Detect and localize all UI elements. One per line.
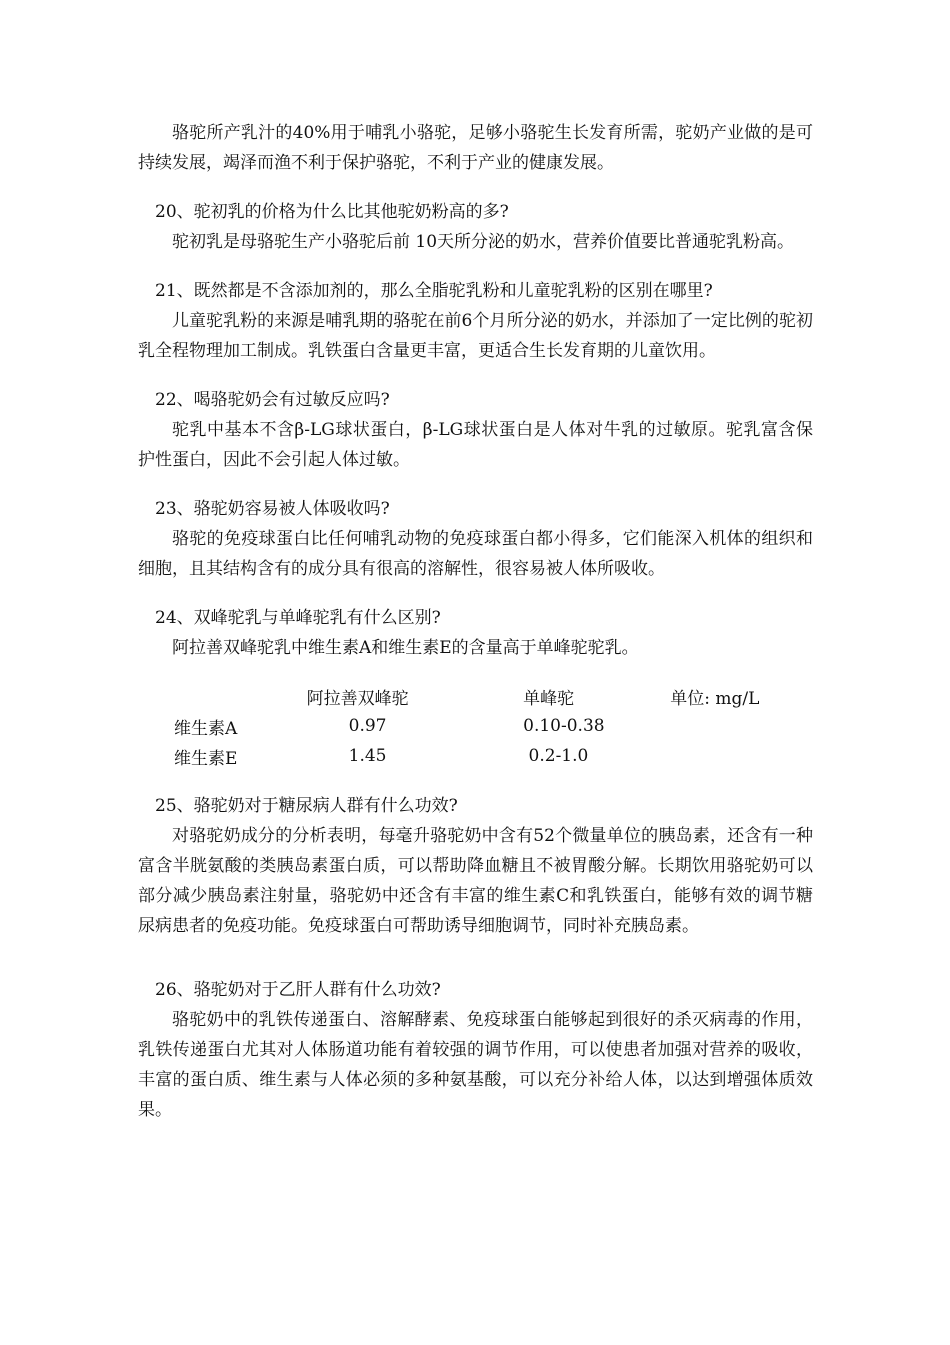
answer-paragraph: 骆驼的免疫球蛋白比任何哺乳动物的免疫球蛋白都小得多，它们能深入机体的组织和细胞，且其结构含有的成分具有很高的溶解性，很容易被人体所吸收。 [138,529,813,579]
answer-paragraph: 骆驼奶中的乳铁传递蛋白、溶解酵素、免疫球蛋白能够起到很好的杀灭病毒的作用，乳铁传递蛋白尤其对人体肠道功能有着较强的调节作用，可以使患者加强对营养的吸收，丰富的蛋白质、维生素与人体必须的多种氨基酸，可以充分补给人体，以达到增强体质效果。 [138,1010,813,1120]
question-heading: 23、骆驼奶容易被人体吸收吗? [155,499,390,519]
answer-paragraph: 阿拉善双峰驼乳中维生素A和维生素E的含量高于单峰驼驼乳。 [172,638,639,658]
answer-paragraph: 驼初乳是母骆驼生产小骆驼后前 10天所分泌的奶水，营养价值要比普通驼乳粉高。 [172,232,795,252]
answer-paragraph: 驼乳中基本不含β-LG球状蛋白，β-LG球状蛋白是人体对牛乳的过敏原。驼乳富含保护性蛋白，因此不会引起人体过敏。 [138,420,813,470]
section-24 [138,603,813,771]
question-heading: 26、骆驼奶对于乙肝人群有什么功效? [155,980,441,1000]
section-20 [138,197,813,257]
question-heading: 22、喝骆驼奶会有过敏反应吗? [155,390,390,410]
table-header-cell: 单位: mg/L [670,688,760,709]
table-row [138,711,813,741]
table-cell: 0.10-0.38 [523,716,605,736]
question-heading: 25、骆驼奶对于糖尿病人群有什么功效? [155,796,458,816]
table-cell: 1.45 [348,746,387,766]
section-25 [138,791,813,941]
section-22 [138,385,813,475]
vitamin-table [138,681,813,771]
table-row [138,741,813,771]
table-header-cell [138,681,307,711]
section-26 [138,975,813,1125]
question-heading: 21、既然都是不含添加剂的，那么全脂驼乳粉和儿童驼乳粉的区别在哪里? [155,281,713,301]
table-cell: 0.2-1.0 [523,746,589,766]
question-heading: 24、双峰驼乳与单峰驼乳有什么区别? [155,608,441,628]
table-header-cell: 阿拉善双峰驼 [306,688,409,709]
document-page [138,118,813,1125]
question-heading: 20、驼初乳的价格为什么比其他驼奶粉高的多? [155,202,509,222]
answer-paragraph: 对骆驼奶成分的分析表明，每毫升骆驼奶中含有52个微量单位的胰岛素，还含有一种富含半胱氨酸的类胰岛素蛋白质，可以帮助降血糖且不被胃酸分解。长期饮用骆驼奶可以部分减少胰岛素注射量，骆驼奶中还含有丰富的维生素C和乳铁蛋白，能够有效的调节糖尿病患者的免疫功能。免疫球蛋白可帮助诱导细胞调节，同时补充胰岛素。 [138,826,813,936]
intro-paragraph: 骆驼所产乳汁的40%用于哺乳小骆驼，足够小骆驼生长发育所需，驼奶产业做的是可持续发展，竭泽而渔不利于保护骆驼，不利于产业的健康发展。 [138,123,813,173]
answer-paragraph: 儿童驼乳粉的来源是哺乳期的骆驼在前6个月所分泌的奶水，并添加了一定比例的驼初乳全程物理加工制成。乳铁蛋白含量更丰富，更适合生长发育期的儿童饮用。 [138,311,813,361]
table-cell: 0.97 [348,716,387,736]
table-cell: 维生素A [174,718,238,739]
section-23 [138,494,813,584]
table-header-cell: 单峰驼 [523,688,575,709]
table-cell: 维生素E [174,748,238,769]
table-header-row [138,681,813,711]
section-21 [138,276,813,366]
